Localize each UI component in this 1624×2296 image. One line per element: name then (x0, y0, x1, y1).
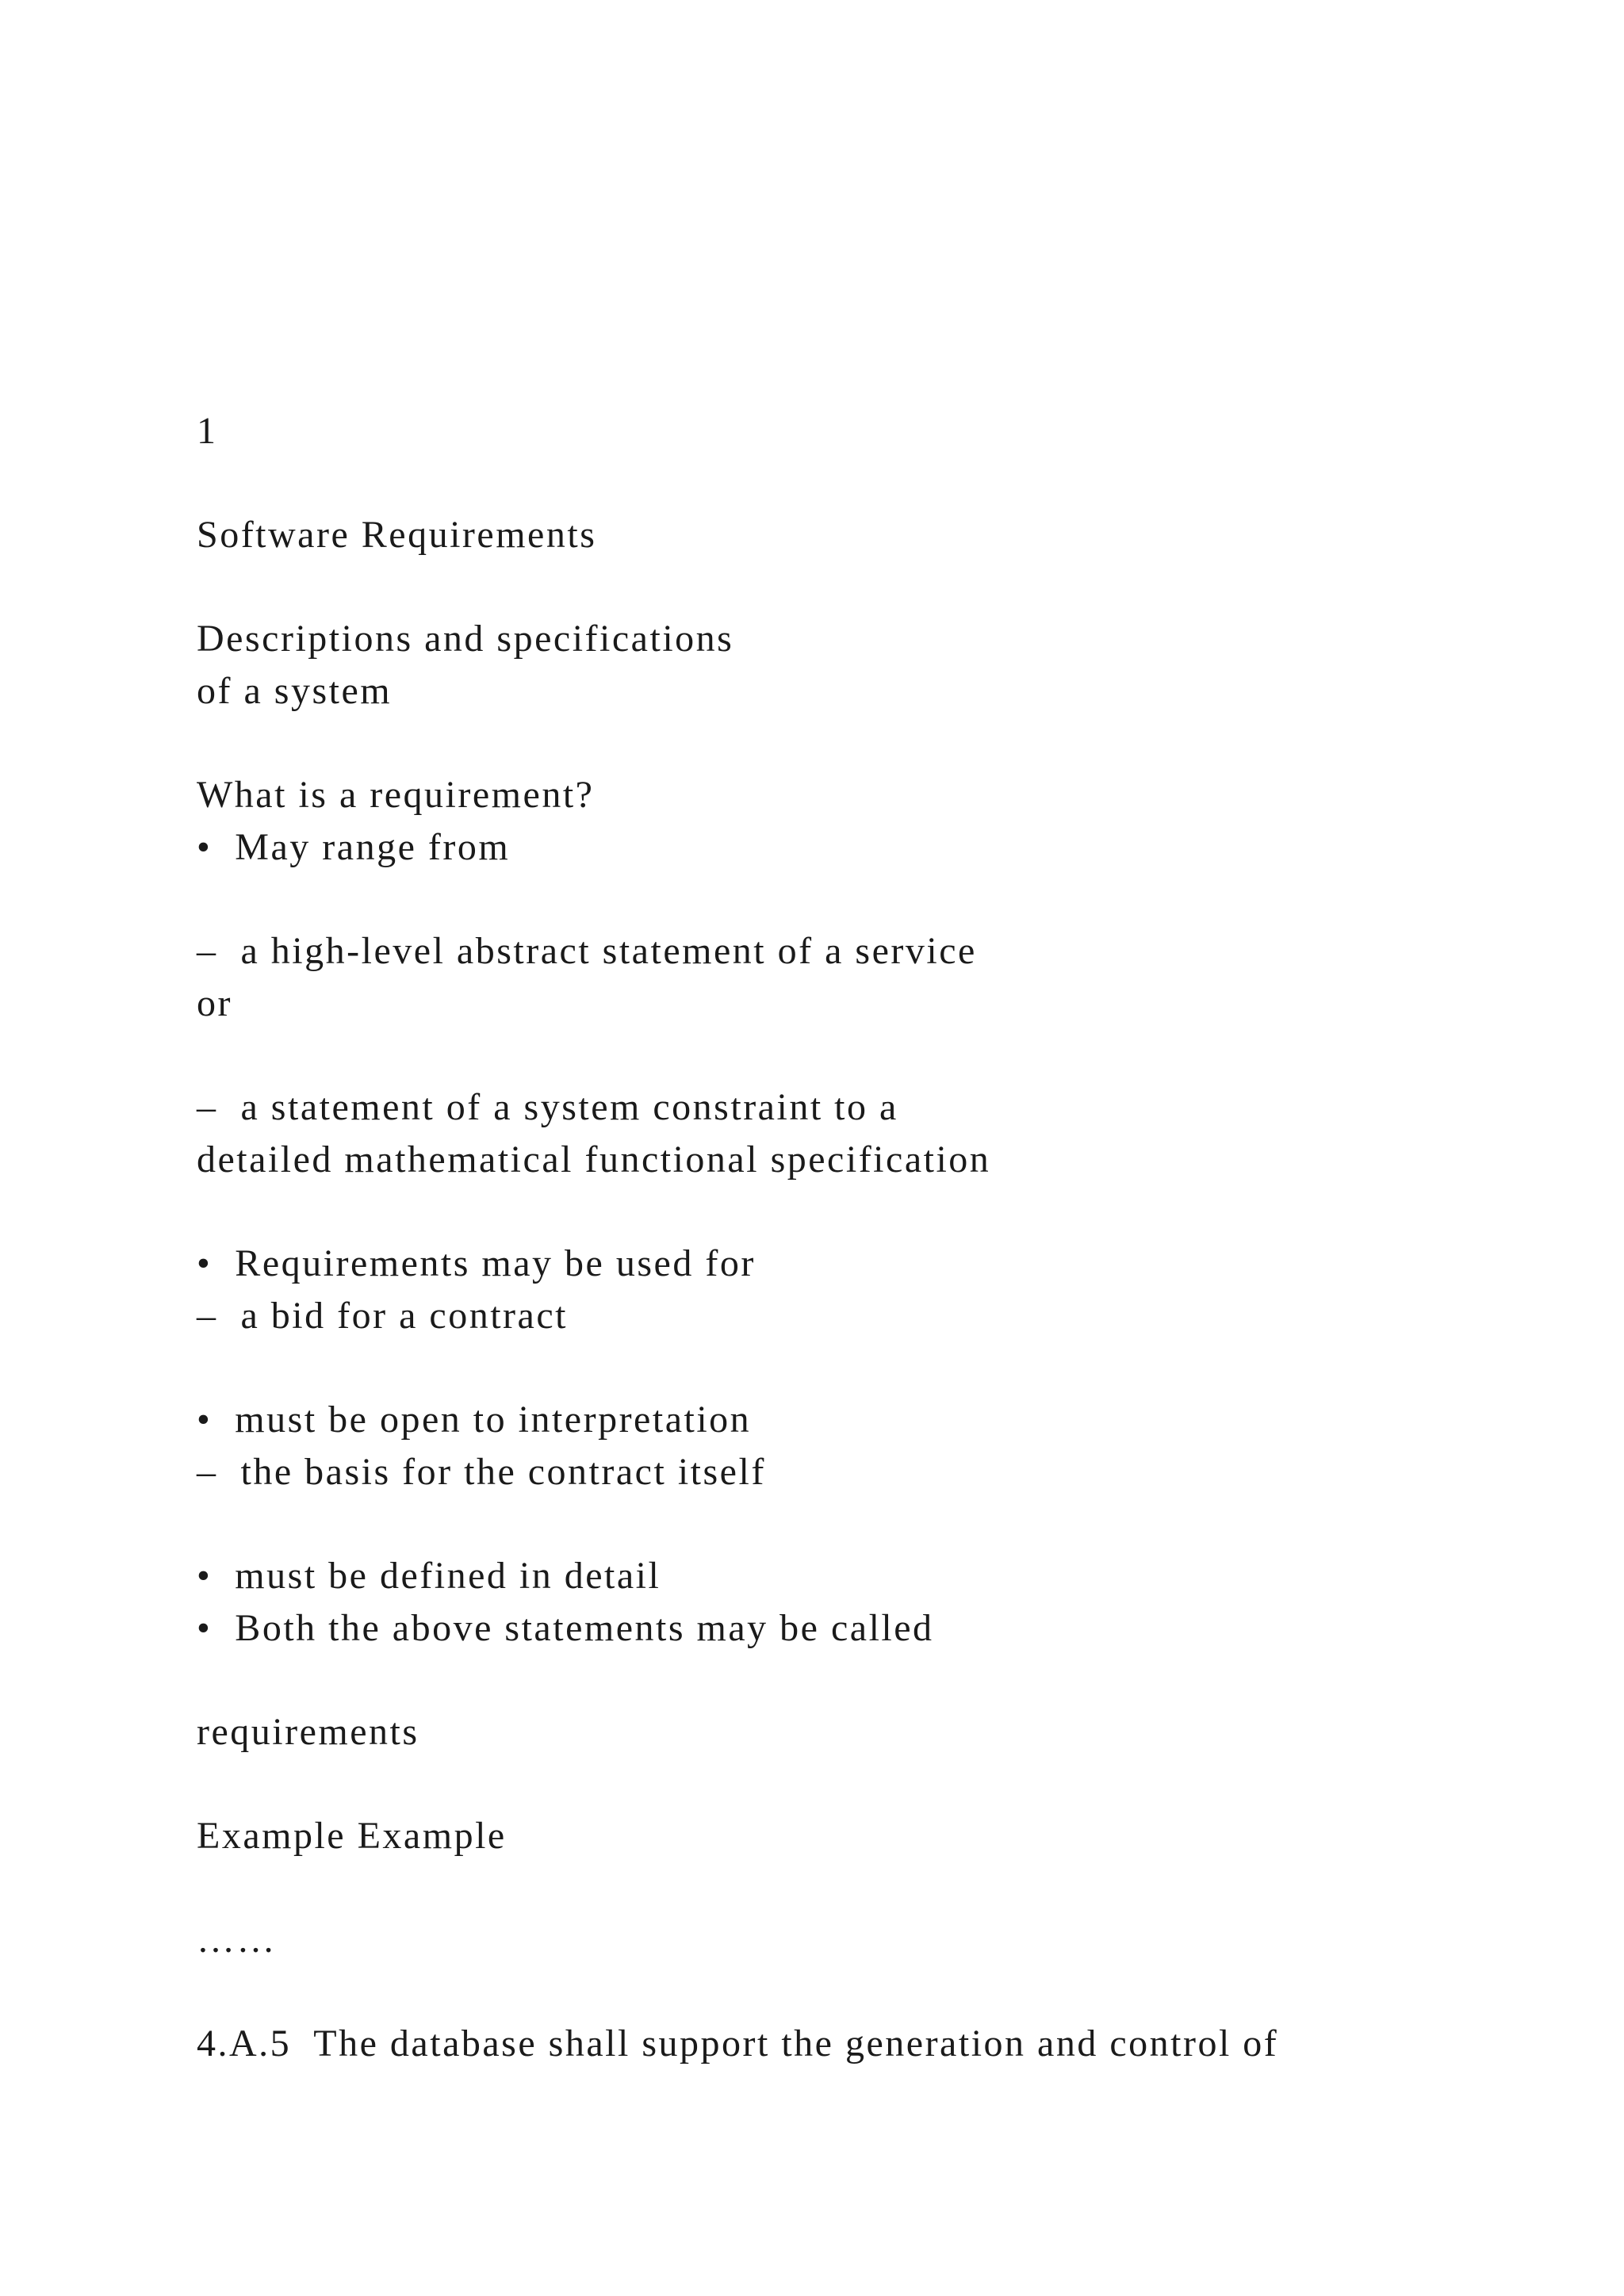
ellipsis-line: …… (197, 1919, 277, 1961)
dash-line: – a high-level abstract statement of a service (197, 930, 977, 972)
bullet-line: • must be defined in detail (197, 1555, 661, 1597)
bullet-line: • Requirements may be used for (197, 1242, 756, 1284)
page-number: 1 (197, 410, 218, 452)
requirement-line: 4.A.5 The database shall support the generation and control of (197, 2022, 1279, 2064)
text-line: detailed mathematical functional specification (197, 1138, 991, 1181)
bullet-line: • must be open to interpretation (197, 1399, 752, 1441)
text-line: requirements (197, 1711, 419, 1753)
example-heading: Example Example (197, 1815, 507, 1857)
section-heading: What is a requirement? (197, 774, 595, 816)
document-title: Software Requirements (197, 514, 597, 556)
subtitle-line-1: Descriptions and specifications (197, 618, 734, 660)
bullet-line: • May range from (197, 826, 511, 868)
dash-line: – a statement of a system constraint to a (197, 1086, 898, 1128)
bullet-line: • Both the above statements may be called (197, 1607, 934, 1649)
dash-line: – a bid for a contract (197, 1295, 568, 1337)
subtitle-line-2: of a system (197, 670, 393, 712)
dash-line: – the basis for the contract itself (197, 1451, 766, 1493)
text-line: or (197, 982, 232, 1024)
